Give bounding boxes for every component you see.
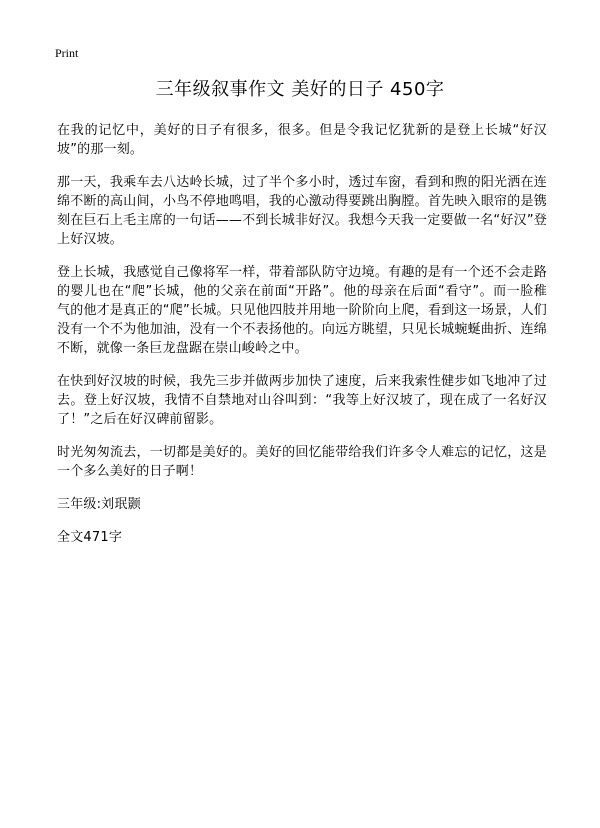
paragraph-5: 时光匆匆流去，一切都是美好的。美好的回忆能带给我们许多令人难忘的记忆，这是一个多么美好的日子啊！ bbox=[57, 445, 547, 479]
author-line: 三年级:刘珉颢 bbox=[57, 497, 141, 512]
article-title: 三年级叙事作文 美好的日子 450字 bbox=[155, 79, 445, 100]
paragraph-4: 在快到好汉坡的时候，我先三步并做两步加快了速度，后来我索性健步如飞地冲了过去。登上好汉坡，我情不自禁地对山谷叫到：“我等上好汉坡了，现在成了一名好汉了！”之后在好汉碑前留影。 bbox=[57, 374, 547, 427]
print-link[interactable]: Print bbox=[55, 46, 79, 60]
paragraph-3: 登上长城，我感觉自己像将军一样，带着部队防守边境。有趣的是有一个还不会走路的婴儿也在“爬”长城，他的父亲在前面“开路”。他的母亲在后面“看守”。而一脸稚气的他才是真正的“爬”长城。只见他四肢并用地一阶阶向上爬，看到这一场景，人们没有一个不为他加油，没有一个不表扬他的。向远方眺望，只见长城蜿蜒曲折、连绵不断，就像一条巨龙盘踞在崇山峻岭之中。 bbox=[57, 265, 547, 356]
paragraph-1: 在我的记忆中，美好的日子有很多，很多。但是令我记忆犹新的是登上长城“好汉坡”的那一刻。 bbox=[57, 123, 547, 157]
paragraph-2: 那一天，我乘车去八达岭长城，过了半个多小时，透过车窗，看到和煦的阳光洒在连绵不断的高山间，小鸟不停地鸣唱，我的心激动得要跳出胸膛。首先映入眼帘的是镌刻在巨石上毛主席的一句话——不到长城非好汉。我想今天我一定要做一名“好汉”登上好汉坡。 bbox=[57, 175, 547, 247]
word-count: 全文471字 bbox=[57, 530, 123, 545]
article-body bbox=[57, 121, 547, 561]
